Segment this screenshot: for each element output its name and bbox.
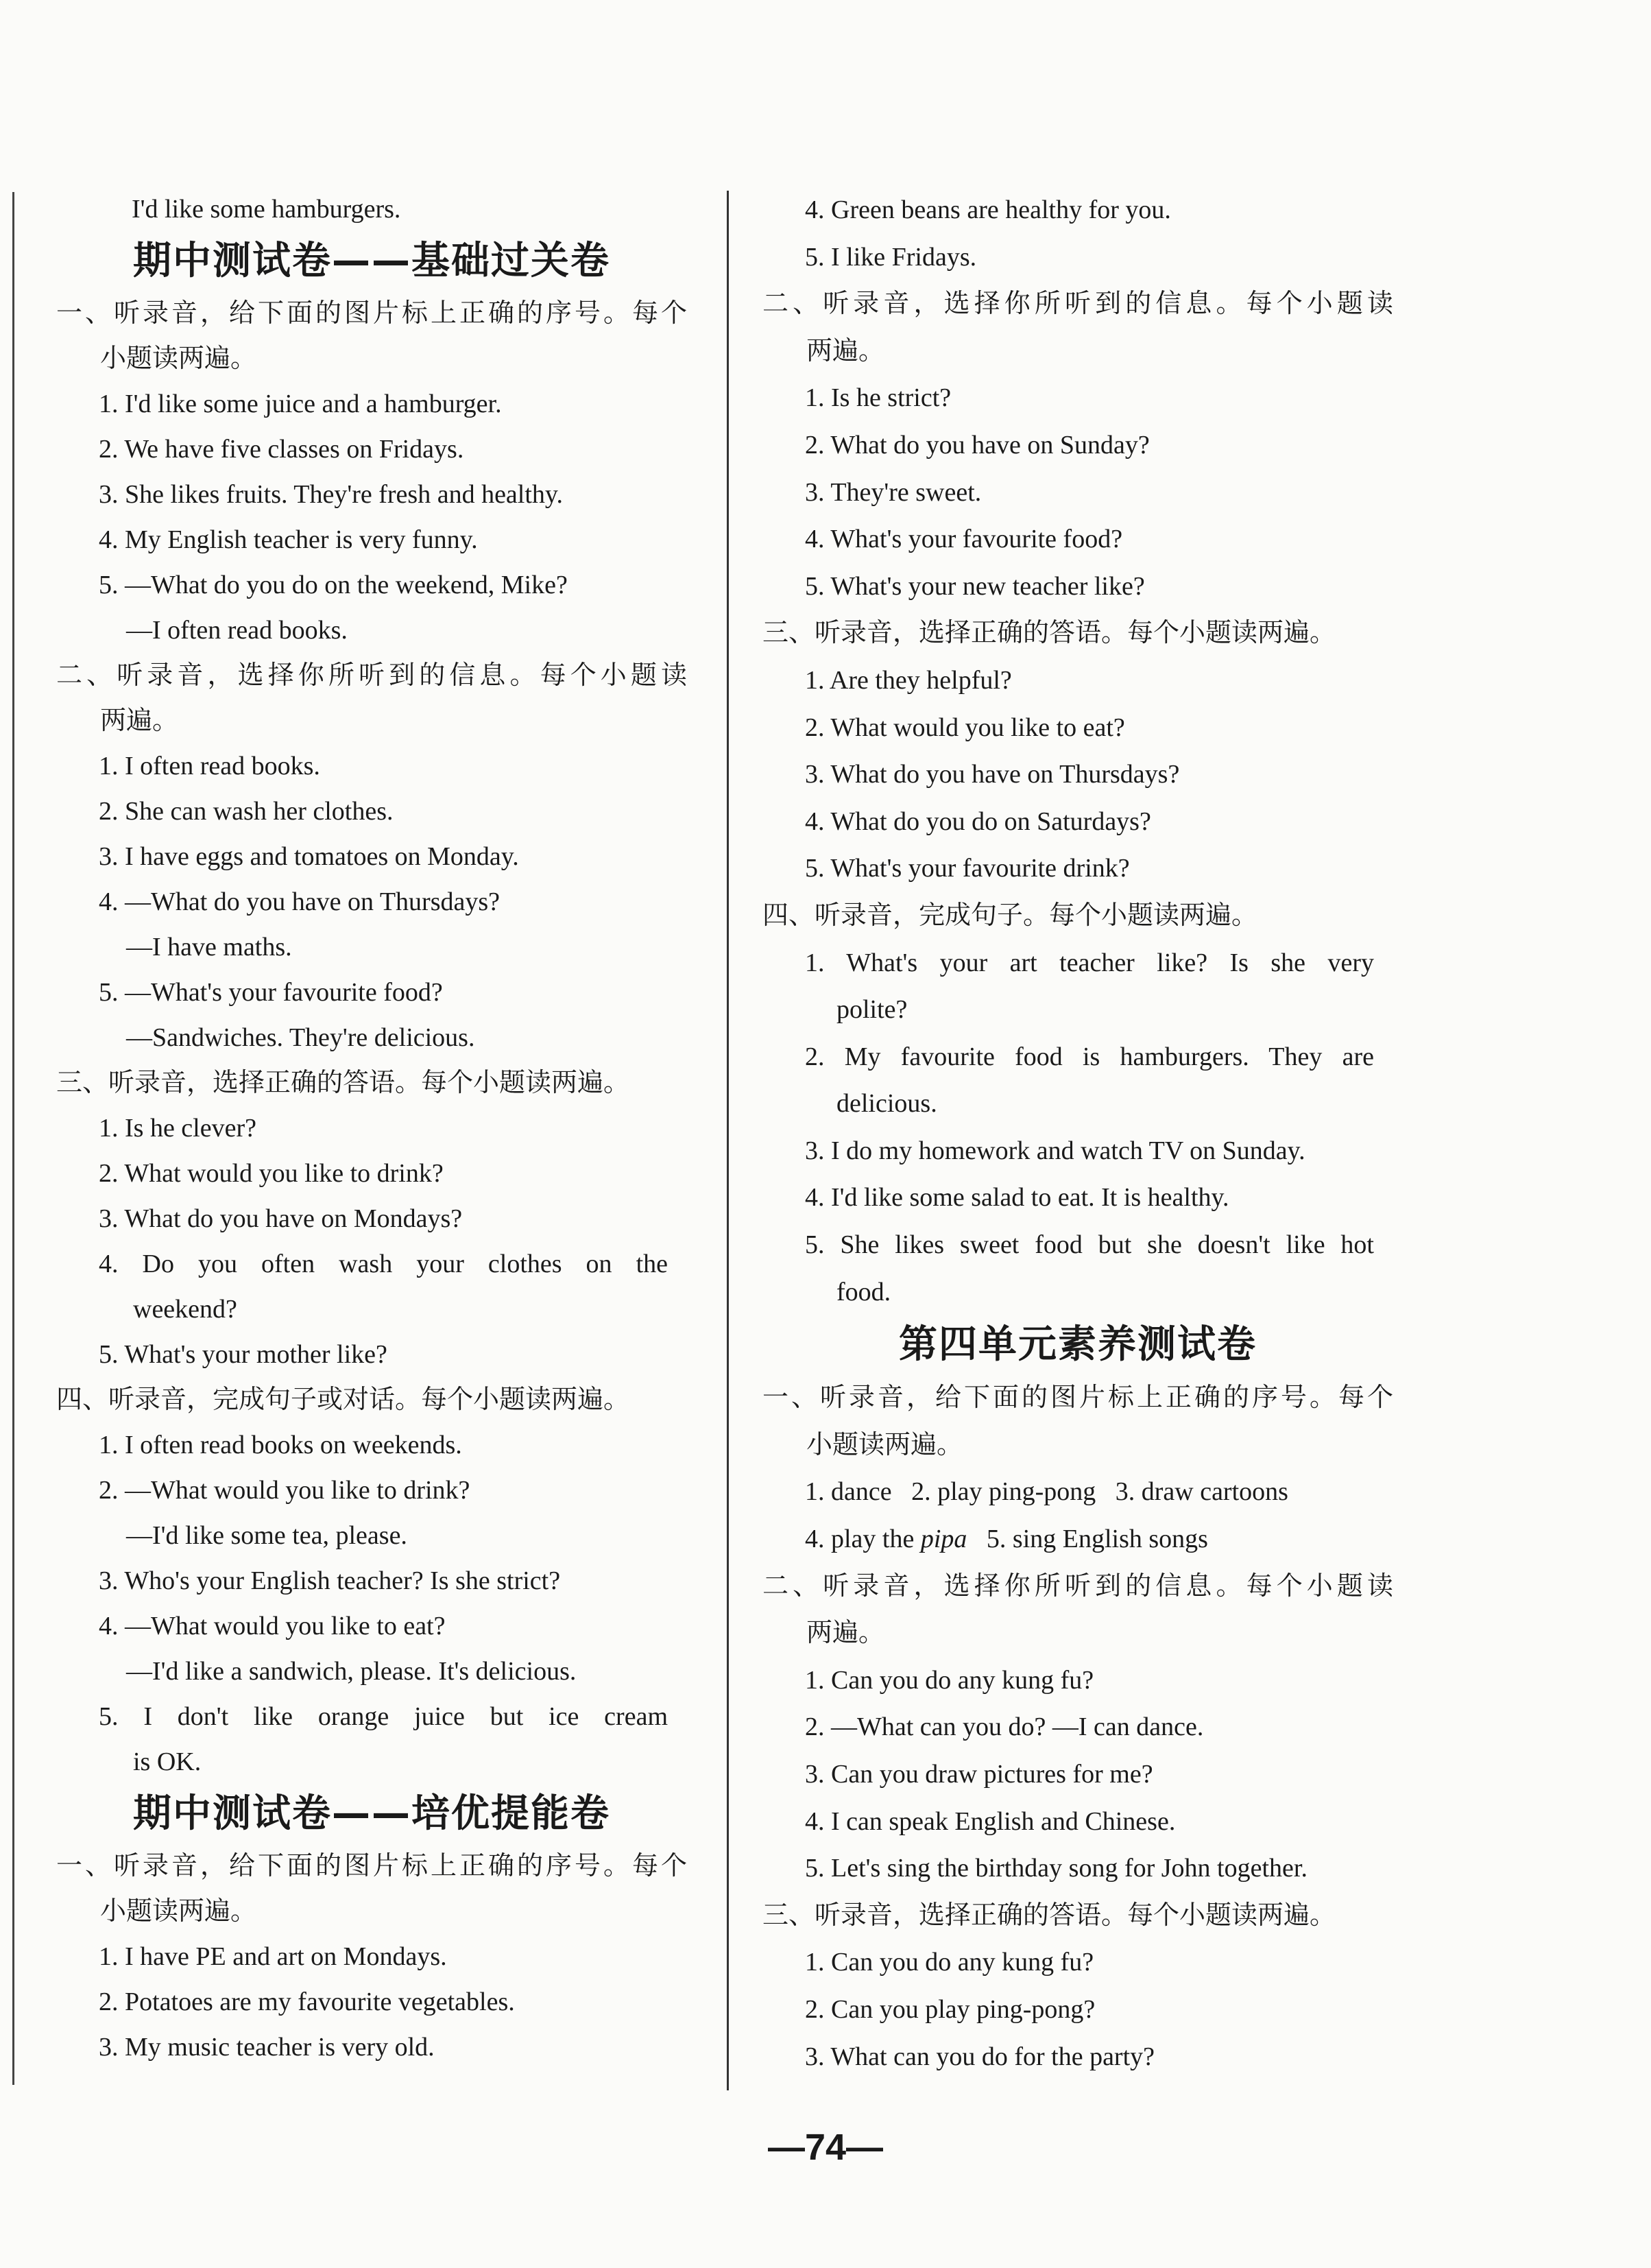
list-item: 1. Can you do any kung fu? xyxy=(805,1948,1094,1977)
list-item-dialogue: —I have maths. xyxy=(126,933,292,962)
list-item: 3. My music teacher is very old. xyxy=(99,2033,435,2062)
list-item-wrap: is OK. xyxy=(133,1747,202,1776)
part1-heading-cont: 小题读两遍。 xyxy=(806,1430,963,1459)
list-item xyxy=(762,1516,1393,1563)
list-item: 1. I have PE and art on Mondays. xyxy=(99,1942,447,1971)
list-item-wrap: polite? xyxy=(836,995,908,1025)
list-item-text: 4. play the xyxy=(805,1525,921,1554)
part1-heading-cont: 小题读两遍。 xyxy=(100,344,257,373)
list-item-wrap: food. xyxy=(836,1277,891,1306)
part1-heading-cont: 小题读两遍。 xyxy=(100,1897,257,1926)
list-item: 3. Can you draw pictures for me? xyxy=(805,1760,1153,1789)
list-item: 1. I'd like some juice and a hamburger. xyxy=(99,390,502,418)
list-item: 3. I have eggs and tomatoes on Monday. xyxy=(99,842,519,871)
list-item: 3. They're sweet. xyxy=(805,477,982,507)
part2-heading: 二、听录音，选择你所听到的信息。每个小题读 xyxy=(762,1571,1393,1601)
part2-heading: 二、听录音，选择你所听到的信息。每个小题读 xyxy=(56,661,687,690)
page-number: —74— xyxy=(767,2127,884,2168)
list-item: 2. Can you play ping-pong? xyxy=(805,1994,1096,2024)
part1-heading: 一、听录音，给下面的图片标上正确的序号。每个 xyxy=(56,1852,687,1881)
list-item: 3. I do my homework and watch TV on Sunday. xyxy=(805,1136,1305,1165)
list-item-wrap: weekend? xyxy=(133,1295,237,1324)
list-item: 4. I can speak English and Chinese. xyxy=(805,1806,1176,1836)
list-item: 1. Are they helpful? xyxy=(805,665,1012,695)
list-item-dialogue: —Sandwiches. They're delicious. xyxy=(126,1023,475,1052)
part4-heading: 四、听录音，完成句子。每个小题读两遍。 xyxy=(762,900,1258,930)
list-item: 3. What do you have on Mondays? xyxy=(99,1204,463,1233)
list-item: 2. We have five classes on Fridays. xyxy=(99,435,464,464)
italic-word: pipa xyxy=(920,1525,967,1554)
list-item: 1. Is he strict? xyxy=(805,383,952,413)
column-divider xyxy=(727,191,729,2090)
list-item: 5. She likes sweet food but she doesn't like hot xyxy=(805,1230,1374,1260)
list-item-dialogue: —I often read books. xyxy=(126,616,348,645)
list-item: 5. I like Fridays. xyxy=(805,242,977,272)
section-title-midterm-advanced: 期中测试卷——培优提能卷 xyxy=(133,1791,610,1836)
section-title-unit4: 第四单元素养测试卷 xyxy=(899,1322,1257,1368)
list-item: 5. —What's your favourite food? xyxy=(99,978,443,1007)
list-item: 5. What's your new teacher like? xyxy=(805,571,1145,601)
part3-heading: 三、听录音，选择正确的答语。每个小题读两遍。 xyxy=(762,1900,1336,1930)
list-item: 4. Do you often wash your clothes on the xyxy=(99,1250,668,1278)
list-item: 2. —What would you like to drink? xyxy=(99,1476,470,1505)
list-item-dialogue: —I'd like a sandwich, please. It's delicious. xyxy=(126,1657,577,1686)
list-item: 5. What's your mother like? xyxy=(99,1340,387,1369)
list-item: 5. —What do you do on the weekend, Mike? xyxy=(99,571,568,599)
list-item: 4. My English teacher is very funny. xyxy=(99,525,478,554)
part4-heading: 四、听录音，完成句子或对话。每个小题读两遍。 xyxy=(56,1385,630,1414)
list-item: 3. She likes fruits. They're fresh and healthy. xyxy=(99,480,563,509)
list-item-text: 5. sing English songs xyxy=(967,1525,1208,1554)
list-item: 1. I often read books. xyxy=(99,752,320,780)
top-line: I'd like some hamburgers. xyxy=(132,195,401,224)
part1-heading: 一、听录音，给下面的图片标上正确的序号。每个 xyxy=(762,1383,1393,1413)
list-item: 1. I often read books on weekends. xyxy=(99,1431,462,1459)
list-item: 1. Is he clever? xyxy=(99,1114,256,1143)
left-column xyxy=(56,187,687,2070)
list-item: 3. What can you do for the party? xyxy=(805,2042,1155,2071)
list-item: 5. I don't like orange juice but ice cream xyxy=(99,1702,668,1731)
page-edge-line xyxy=(12,192,14,2085)
part3-heading: 三、听录音，选择正确的答语。每个小题读两遍。 xyxy=(56,1069,630,1097)
list-item: 4. I'd like some salad to eat. It is healthy. xyxy=(805,1183,1229,1213)
list-item: 4. Green beans are healthy for you. xyxy=(805,195,1171,224)
part2-heading-cont: 两遍。 xyxy=(806,336,885,366)
list-item: 4. What's your favourite food? xyxy=(805,525,1123,554)
list-item: 4. —What would you like to eat? xyxy=(99,1612,446,1640)
list-item: 5. What's your favourite drink? xyxy=(805,854,1130,883)
part2-heading: 二、听录音，选择你所听到的信息。每个小题读 xyxy=(762,289,1393,319)
part1-heading: 一、听录音，给下面的图片标上正确的序号。每个 xyxy=(56,299,687,328)
list-item: 4. What do you do on Saturdays? xyxy=(805,807,1151,836)
list-item: 2. What would you like to drink? xyxy=(99,1159,444,1188)
list-item: 3. Who's your English teacher? Is she strict? xyxy=(99,1566,561,1595)
list-item-wrap: delicious. xyxy=(836,1089,937,1119)
right-column xyxy=(762,187,1393,2080)
part2-heading-cont: 两遍。 xyxy=(100,706,179,735)
list-item: 2. What do you have on Sunday? xyxy=(805,430,1150,459)
list-item: 1. What's your art teacher like? Is she very xyxy=(805,948,1374,977)
list-item: 3. What do you have on Thursdays? xyxy=(805,760,1180,789)
part3-heading: 三、听录音，选择正确的答语。每个小题读两遍。 xyxy=(762,619,1336,648)
list-item: 4. —What do you have on Thursdays? xyxy=(99,887,501,916)
list-item: 2. Potatoes are my favourite vegetables. xyxy=(99,1988,515,2016)
list-item: 2. She can wash her clothes. xyxy=(99,797,394,826)
list-item: 1. dance 2. play ping-pong 3. draw cartoons xyxy=(805,1477,1288,1507)
section-title-midterm-basic: 期中测试卷——基础过关卷 xyxy=(133,239,610,283)
list-item: 2. What would you like to eat? xyxy=(805,713,1125,742)
list-item-dialogue: —I'd like some tea, please. xyxy=(126,1521,407,1550)
list-item: 5. Let's sing the birthday song for John together. xyxy=(805,1854,1307,1883)
list-item: 2. —What can you do? —I can dance. xyxy=(805,1712,1204,1742)
list-item: 2. My favourite food is hamburgers. They are xyxy=(805,1042,1374,1071)
part2-heading-cont: 两遍。 xyxy=(806,1619,885,1648)
list-item: 1. Can you do any kung fu? xyxy=(805,1665,1094,1695)
